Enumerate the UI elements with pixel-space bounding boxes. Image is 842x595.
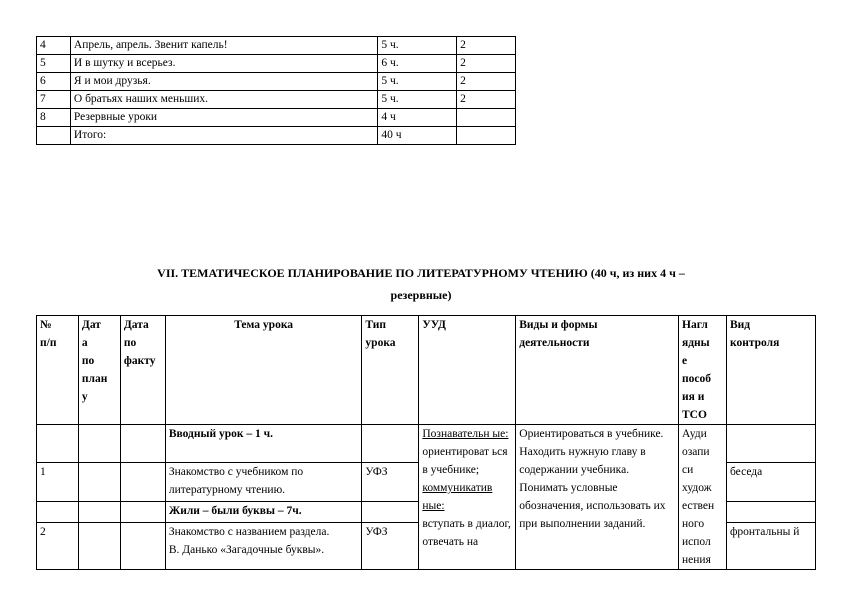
cell-empty bbox=[120, 501, 165, 523]
section-hours: 5 ч. bbox=[378, 73, 457, 91]
section-tests: 2 bbox=[457, 91, 516, 109]
cell-empty bbox=[37, 501, 79, 523]
activity-text: Находить нужную главу в содержании учебника. bbox=[519, 446, 646, 476]
header-date-plan: Дат а по план у bbox=[78, 316, 120, 425]
cell-empty bbox=[362, 425, 419, 463]
header-topic: Тема урока bbox=[165, 316, 362, 425]
lesson-type: УФЗ bbox=[362, 523, 419, 570]
cell-empty bbox=[78, 425, 120, 463]
lesson-number: 1 bbox=[37, 463, 79, 501]
table-row bbox=[37, 109, 516, 127]
header-type: Тип урока bbox=[362, 316, 419, 425]
uud-cognitive-label: Познавательн ые: bbox=[422, 428, 509, 440]
section-number: 5 bbox=[37, 55, 71, 73]
section-hours: 5 ч. bbox=[378, 91, 457, 109]
table-row bbox=[37, 127, 516, 145]
section-tests: 2 bbox=[457, 55, 516, 73]
plan-table bbox=[36, 315, 816, 570]
cell-empty bbox=[120, 463, 165, 501]
table-row bbox=[37, 425, 816, 463]
activities-cell bbox=[516, 425, 679, 570]
section-tests bbox=[457, 109, 516, 127]
cell-empty bbox=[726, 501, 815, 523]
table-row bbox=[37, 37, 516, 55]
section-number: 7 bbox=[37, 91, 71, 109]
section-tests: 2 bbox=[457, 73, 516, 91]
cell-empty bbox=[362, 501, 419, 523]
uud-communicative-label: коммуникатив ные: bbox=[422, 482, 493, 512]
section-title: Я и мои друзья. bbox=[70, 73, 377, 91]
uud-cognitive-text: ориентироват ься в учебнике; bbox=[422, 446, 508, 476]
section-number: 4 bbox=[37, 37, 71, 55]
header-date-fact: Дата по факту bbox=[120, 316, 165, 425]
header-number: № п/п bbox=[37, 316, 79, 425]
lesson-topic: Знакомство с названием раздела. В. Данько «Загадочные буквы». bbox=[165, 523, 362, 570]
aids-cell: Ауди озапи си худож ествен ного испол нения bbox=[679, 425, 727, 570]
summary-table bbox=[36, 36, 516, 145]
section-hours: 6 ч. bbox=[378, 55, 457, 73]
header-control: Вид контроля bbox=[726, 316, 815, 425]
section-title: Резервные уроки bbox=[70, 109, 377, 127]
table-row bbox=[37, 91, 516, 109]
lesson-type: УФЗ bbox=[362, 463, 419, 501]
uud-communicative-text: вступать в диалог, отвечать на bbox=[422, 518, 511, 548]
header-activities: Виды и формы деятельности bbox=[516, 316, 679, 425]
control-type: беседа bbox=[726, 463, 815, 501]
section-title: Апрель, апрель. Звенит капель! bbox=[70, 37, 377, 55]
cell-empty bbox=[78, 501, 120, 523]
section-number: 6 bbox=[37, 73, 71, 91]
section-hours: 5 ч. bbox=[378, 37, 457, 55]
total-label: Итого: bbox=[70, 127, 377, 145]
section-tests bbox=[457, 127, 516, 145]
section-title: Вводный урок – 1 ч. bbox=[165, 425, 362, 463]
lesson-number: 2 bbox=[37, 523, 79, 570]
cell-empty bbox=[37, 425, 79, 463]
uud-cell bbox=[419, 425, 516, 570]
section-hours: 4 ч bbox=[378, 109, 457, 127]
header-uud: УУД bbox=[419, 316, 516, 425]
table-row bbox=[37, 73, 516, 91]
cell-empty bbox=[726, 425, 815, 463]
activity-text: Ориентироваться в учебнике. bbox=[519, 428, 664, 440]
activity-text: Понимать условные обозначения, использовать их при выполнении заданий. bbox=[519, 482, 666, 530]
section-title: И в шутку и всерьез. bbox=[70, 55, 377, 73]
cell-empty bbox=[78, 523, 120, 570]
section-title: Жили – были буквы – 7ч. bbox=[165, 501, 362, 523]
cell-empty bbox=[78, 463, 120, 501]
total-hours: 40 ч bbox=[378, 127, 457, 145]
header-aids: Нагл ядны е пособ ия и ТСО bbox=[679, 316, 727, 425]
cell-empty bbox=[120, 425, 165, 463]
section-tests: 2 bbox=[457, 37, 516, 55]
section-heading-continued: резервные) bbox=[390, 288, 452, 302]
section-title: О братьях наших меньших. bbox=[70, 91, 377, 109]
section-number: 8 bbox=[37, 109, 71, 127]
cell-empty bbox=[120, 523, 165, 570]
table-header-row bbox=[37, 316, 816, 425]
section-number bbox=[37, 127, 71, 145]
table-row bbox=[37, 55, 516, 73]
lesson-topic: Знакомство с учебником по литературному чтению. bbox=[165, 463, 362, 501]
section-heading: VII. ТЕМАТИЧЕСКОЕ ПЛАНИРОВАНИЕ ПО ЛИТЕРАТУРНОМУ ЧТЕНИЮ (40 ч, из них 4 ч – bbox=[157, 266, 685, 280]
control-type: фронтальны й bbox=[726, 523, 815, 570]
